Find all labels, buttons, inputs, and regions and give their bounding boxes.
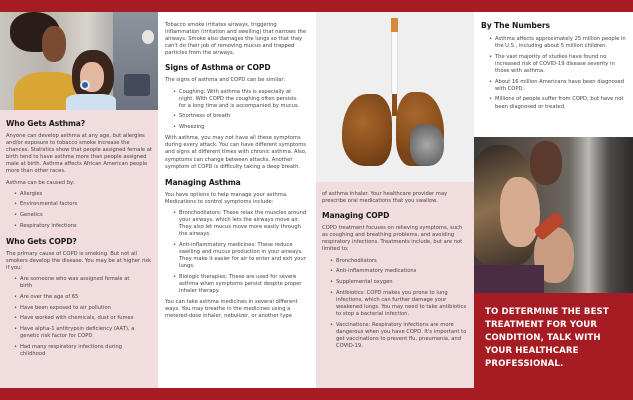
- bottom-red-band: [0, 388, 474, 400]
- managing-asthma-outro: You can take asthma medicines in several different ways. You may breathe in the medicines using a metered-dose inhaler, nebulizer, or another type: [165, 299, 298, 320]
- top-red-band: [0, 0, 633, 12]
- list-item: • Biologic therapies: These are used for severe asthma when symptoms persist despite proper inhaler therapy.: [165, 274, 310, 295]
- signs-heading: Signs of Asthma or COPD: [165, 63, 271, 73]
- list-item: • Asthma affects approximately 25 million people in the U.S., including about 5 million children.: [481, 36, 627, 50]
- copd-risks-list: [6, 276, 152, 358]
- list-item: • Are someone who was assigned female at birth: [6, 276, 152, 290]
- photo-raised-hand: [530, 141, 562, 185]
- list-item: • Supplemental oxygen: [322, 279, 468, 286]
- who-gets-text-panel: [0, 110, 158, 388]
- panel-signs-managing-asthma: [158, 12, 316, 388]
- signs-outro: With asthma, you may not have all these symptoms during every attack. You can have different symptoms and signs at different times with chronic asthma. Also, symptoms can change between attacks. Another symptom of COPD is difficulty taking a deep breath.: [165, 135, 307, 170]
- list-item: • Have worked with chemicals, dust or fumes: [6, 315, 152, 322]
- copd-treatments-list: [322, 258, 468, 350]
- list-item: • Genetics: [6, 212, 152, 219]
- list-item: • Vaccinations: Respiratory infections are more dangerous when you have COPD. It's important to get vaccinations to prevent flu, pneumonia, and COVID-19.: [322, 322, 468, 350]
- asthma-causes-intro: Asthma can be caused by:: [6, 179, 75, 186]
- list-item: • Bronchodilators: [322, 258, 468, 265]
- signs-intro: The signs of asthma and COPD can be similar:: [165, 77, 286, 84]
- signs-list: [165, 89, 310, 132]
- panel-by-the-numbers: [474, 12, 633, 400]
- photo-mother-face: [42, 26, 66, 62]
- mother-child-inhaler-photo: [0, 12, 158, 110]
- inhaler-continued-text: of asthma inhaler. Your healthcare provider may prescribe oral medications that you swallow.: [322, 191, 448, 205]
- panel-managing-copd: [316, 12, 474, 388]
- list-item: • Antibiotics: COPD makes you prone to lung infections, which can further damage your weakened lungs. You may need to take antibiotics to stop a bacterial infection.: [322, 290, 468, 318]
- left-lung: [342, 94, 392, 166]
- list-item: • Respiratory infections: [6, 223, 152, 230]
- list-item: • Wheezing: [165, 124, 310, 131]
- who-gets-asthma-body: Anyone can develop asthma at any age, but allergies and/or exposure to tobacco smoke increase the chances. Statistics show that people assigned female at birth tend to have asthma more than people assigned male at birth. Asthma affects African American people more than other races.: [6, 133, 152, 175]
- list-item: • Had many respiratory infections during childhood: [6, 344, 152, 358]
- photo-wall-clock: [142, 30, 154, 44]
- list-item: • Bronchodilators: These relax the muscles around your airways, which lets the airways move air. They also let mucus move more easily through the airways.: [165, 210, 310, 238]
- asthma-medications-list: [165, 210, 310, 295]
- list-item: • About 16 million Americans have been diagnosed with COPD.: [481, 79, 627, 93]
- tobacco-intro: Tobacco smoke irritates airways, triggering inflammation (irritation and swelling) that narrows the airways. Smoke also damages the lungs so that they can't do their job of removing mucus and trapped particles from the airways.: [165, 22, 307, 57]
- list-item: • Are over the age of 65: [6, 294, 152, 301]
- asthma-causes-list: [6, 191, 152, 230]
- panel-who-gets: [0, 12, 158, 388]
- list-item: • Shortness of breath: [165, 113, 310, 120]
- who-gets-copd-body: The primary cause of COPD is smoking. But not all smokers develop the disease. You may be at higher risk if you:: [6, 250, 151, 271]
- list-item: • The vast majority of studies have found no increased risk of COVID-19 disease severity in those with asthma.: [481, 54, 627, 75]
- list-item: • Have been exposed to air pollution: [6, 305, 152, 312]
- list-item: • Allergies: [6, 191, 152, 198]
- photo-sleeve: [474, 265, 544, 293]
- who-gets-copd-heading: Who Gets COPD?: [6, 236, 77, 246]
- list-item: • Environmental factors: [6, 201, 152, 208]
- list-item: • Anti-inflammatory medicines: These reduce swelling and mucus production in your airways. They make it easier for air to enter and exit your lungs.: [165, 242, 310, 270]
- managing-asthma-heading: Managing Asthma: [165, 177, 241, 187]
- by-the-numbers-box: [474, 12, 633, 137]
- managing-copd-text-panel: [316, 182, 474, 388]
- list-item: • Coughing: With asthma this is especially at night. With COPD the coughing often persists for a long time and is accompanied by mucus.: [165, 89, 310, 110]
- who-gets-asthma-heading: Who Gets Asthma?: [6, 119, 86, 128]
- photo-woman-face: [500, 177, 540, 247]
- statistics-list: [481, 36, 627, 111]
- tobacco-lungs-photo: [316, 12, 474, 182]
- by-the-numbers-heading: By The Numbers: [481, 21, 550, 30]
- cigarette-body: [391, 32, 398, 94]
- call-to-action-text: TO DETERMINE THE BEST TREATMENT FOR YOUR CONDITION, TALK WITH YOUR HEALTHCARE PROFESSIONAL.: [485, 307, 609, 369]
- managing-asthma-intro: You have options to help manage your asthma. Medications to control symptoms include:: [165, 191, 288, 205]
- photo-sofa: [124, 74, 150, 96]
- lung-ash-patch: [410, 124, 444, 166]
- photo-inhaler: [80, 80, 90, 90]
- cigarette-filter: [391, 18, 398, 32]
- woman-inhaler-photo: [474, 137, 633, 293]
- managing-copd-intro: COPD treatment focuses on relieving symptoms, such as coughing and breathing problems, and avoiding respiratory infections. Treatments include, but are not limited to:: [322, 225, 463, 253]
- list-item: • Have alpha-1 antitrypsin deficiency (AAT), a genetic risk factor for COPD: [6, 326, 152, 340]
- photo-child-shirt: [66, 94, 116, 110]
- managing-copd-heading: Managing COPD: [322, 211, 390, 221]
- list-item: • Millions of people suffer from COPD, but have not been diagnosed or treated.: [481, 96, 627, 110]
- list-item: • Anti-inflammatory medications: [322, 268, 468, 275]
- call-to-action-box: [474, 293, 633, 400]
- signs-text-panel: [158, 12, 316, 320]
